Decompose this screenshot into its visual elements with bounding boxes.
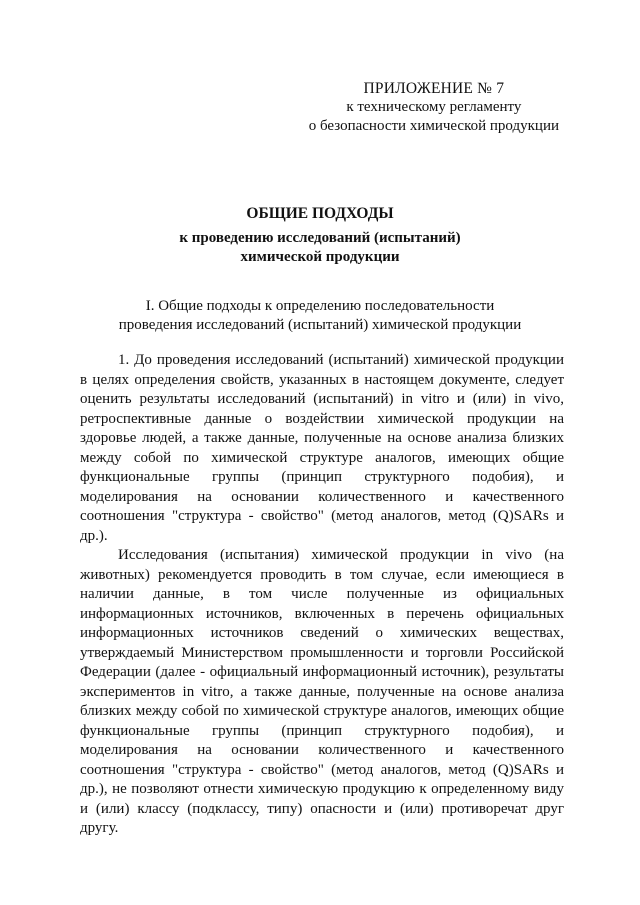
section-title-line-1: I. Общие подходы к определению последовательности [145, 298, 495, 314]
body-text [80, 351, 564, 839]
heading-sub-2: химической продукции [240, 249, 400, 265]
heading-sub-1: к проведению исследований (испытаний) [179, 230, 461, 246]
heading-main: ОБЩИЕ ПОДХОДЫ [246, 205, 394, 222]
section-title [0, 297, 640, 335]
annex-title: ПРИЛОЖЕНИЕ № 7 [363, 80, 505, 97]
section-title-line-2: проведения исследований (испытаний) химической продукции [118, 317, 522, 333]
annex-line-1: к техническому регламенту [346, 99, 522, 115]
paragraph-2: Исследования (испытания) химической продукции in vivo (на животных) рекомендуется проводить в том случае, если имеющиеся в наличии данные, в том числе полученные из официальных информационных источников, включенных в перечень официальных информационных источников сведений о химических веществах, утверждаемый Министерством промышленности и торговли Российской Федерации (далее - официальный информационный источник), результаты экспериментов in vitro, а также данные, полученные на основе анализа близких между собой по химической структуре аналогов, имеющих общие функциональные группы (принцип структурного подобия), и моделирования на основании количественного и качественного соотношения "структура - свойство" (метод аналогов, метод (Q)SARs и др.), не позволяют отнести химическую продукцию к определенному виду и (или) классу (подклассу, типу) опасности и (или) противоречат друг другу. [80, 547, 564, 836]
annex-header [309, 79, 559, 136]
document-heading [0, 204, 640, 267]
paragraph-1: 1. До проведения исследований (испытаний) химической продукции в целях определения свойств, указанных в настоящем документе, следует оценить результаты исследований (испытаний) in vitro и (или) in vivo, ретроспективные данные о воздействии химической продукции на здоровье людей, а также данные, полученные на основе анализа близких между собой по химической структуре аналогов, имеющих общие функциональные группы (принцип структурного подобия), и моделирования на основании количественного и качественного соотношения "структура - свойство" (метод аналогов, метод (Q)SARs и др.). [80, 352, 564, 544]
annex-line-2: о безопасности химической продукции [308, 118, 559, 134]
